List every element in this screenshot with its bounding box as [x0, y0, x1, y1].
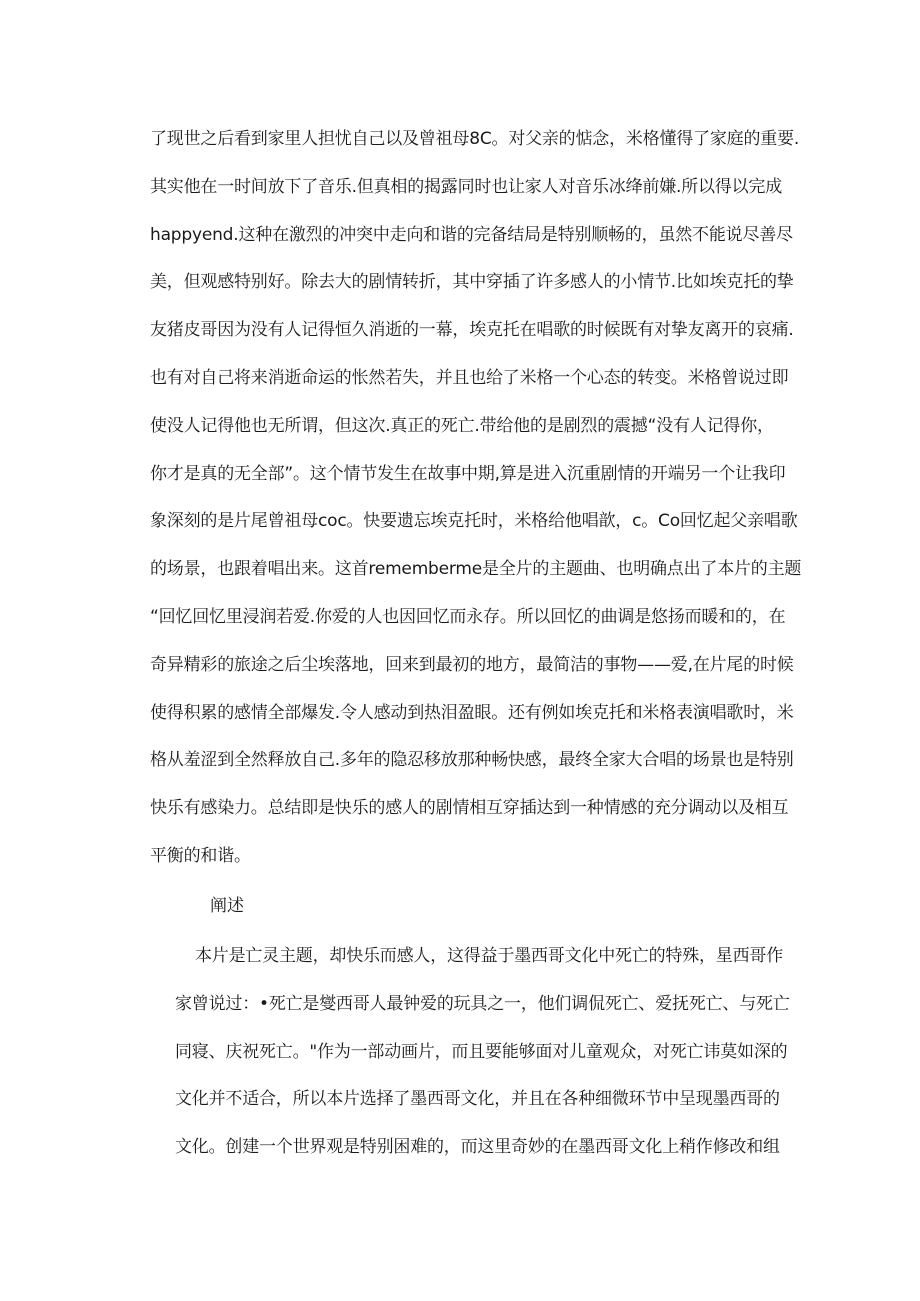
text-line: “回忆回忆里浸润若爱.你爱的人也因回忆而永存。所以回忆的曲调是悠扬而暖和的，在 [150, 606, 786, 627]
text-line: 你才是真的无全部”。这个情节发生在故事中期,算是进入沉重剧情的开端另一个让我印 [150, 463, 786, 484]
body-paragraph [150, 116, 810, 881]
section-heading: 阐述 [210, 896, 244, 916]
text-line: 其实他在一时间放下了音乐.但真相的揭露同时也让家人对音乐冰绛前嫌.所以得以完成 [150, 176, 783, 197]
text-line: 文化。创建一个世界观是特别困难的，而这里奇妙的在墨西哥文化上稍作修改和组 [175, 1137, 780, 1158]
text-line: 友猪皮哥因为没有人记得恒久消逝的一幕，埃克托在唱歌的时候既有对挚友离开的哀痛. [150, 320, 794, 341]
text-line: 美，但观感特别好。除去大的剧情转折，其中穿插了许多感人的小情节.比如埃克托的挚 [150, 272, 794, 293]
text-line: 了现世之后看到家里人担忧自己以及曾祖母8C。对父亲的惦念，米格懂得了家庭的重要. [150, 129, 800, 149]
text-line: 文化并不适合，所以本片选择了墨西哥文化，并且在各种细微环节中呈现墨西哥的 [175, 1089, 780, 1110]
text-line: 使没人记得他也无所谓，但这次.真正的死亡.带给他的是剧烈的震撼“没有人记得你， [150, 415, 774, 436]
text-line: 平衡的和谐。 [150, 845, 251, 866]
body-paragraph [175, 933, 815, 1172]
text-line: 家曾说过：•死亡是燮西哥人最钟爱的玩具之一，他们调侃死亡、爱抚死亡、与死亡 [175, 993, 790, 1014]
text-line: 的场景，也跟着唱出来。这首rememberme是全片的主题曲、也明确点出了本片的主题 [150, 559, 802, 580]
text-line: 象深刻的是片尾曾祖母coc。快要遗忘埃克托时，米格给他唱歆，c。Co回忆起父亲唱歌 [150, 511, 798, 532]
text-line: happyend.这种在激烈的冲突中走向和谐的完备结局是特别顺畅的，虽然不能说尽善尽 [150, 224, 793, 245]
text-line: 本片是亡灵主题，却快乐而感人，这得益于墨西哥文化中死亡的特殊，星西哥作 [195, 946, 783, 966]
text-line: 奇异精彩的旅途之后尘埃落地，回来到最初的地方，最简洁的事物——爱,在片尾的时候 [150, 654, 794, 675]
text-line: 同寝、庆祝死亡。"作为一部动画片，而且要能够面对儿童观众，对死亡讳莫如深的 [175, 1041, 788, 1062]
text-line: 快乐有感染力。总结即是快乐的感人的剧情相互穿插达到一种情感的充分调动以及相互 [150, 798, 789, 819]
text-line: 使得积累的感情全部爆发.令人感动到热泪盈眼。还有例如埃克托和米格表演唱歌时，米 [150, 702, 794, 723]
text-line: 格从羞涩到全然释放自己.多年的隐忍移放那种畅快感，最终全家大合唱的场景也是特别 [150, 750, 794, 771]
text-line: 也有对自己将来消逝命运的怅然若失，并且也给了米格一个心态的转变。米格曾说过即 [150, 367, 789, 388]
